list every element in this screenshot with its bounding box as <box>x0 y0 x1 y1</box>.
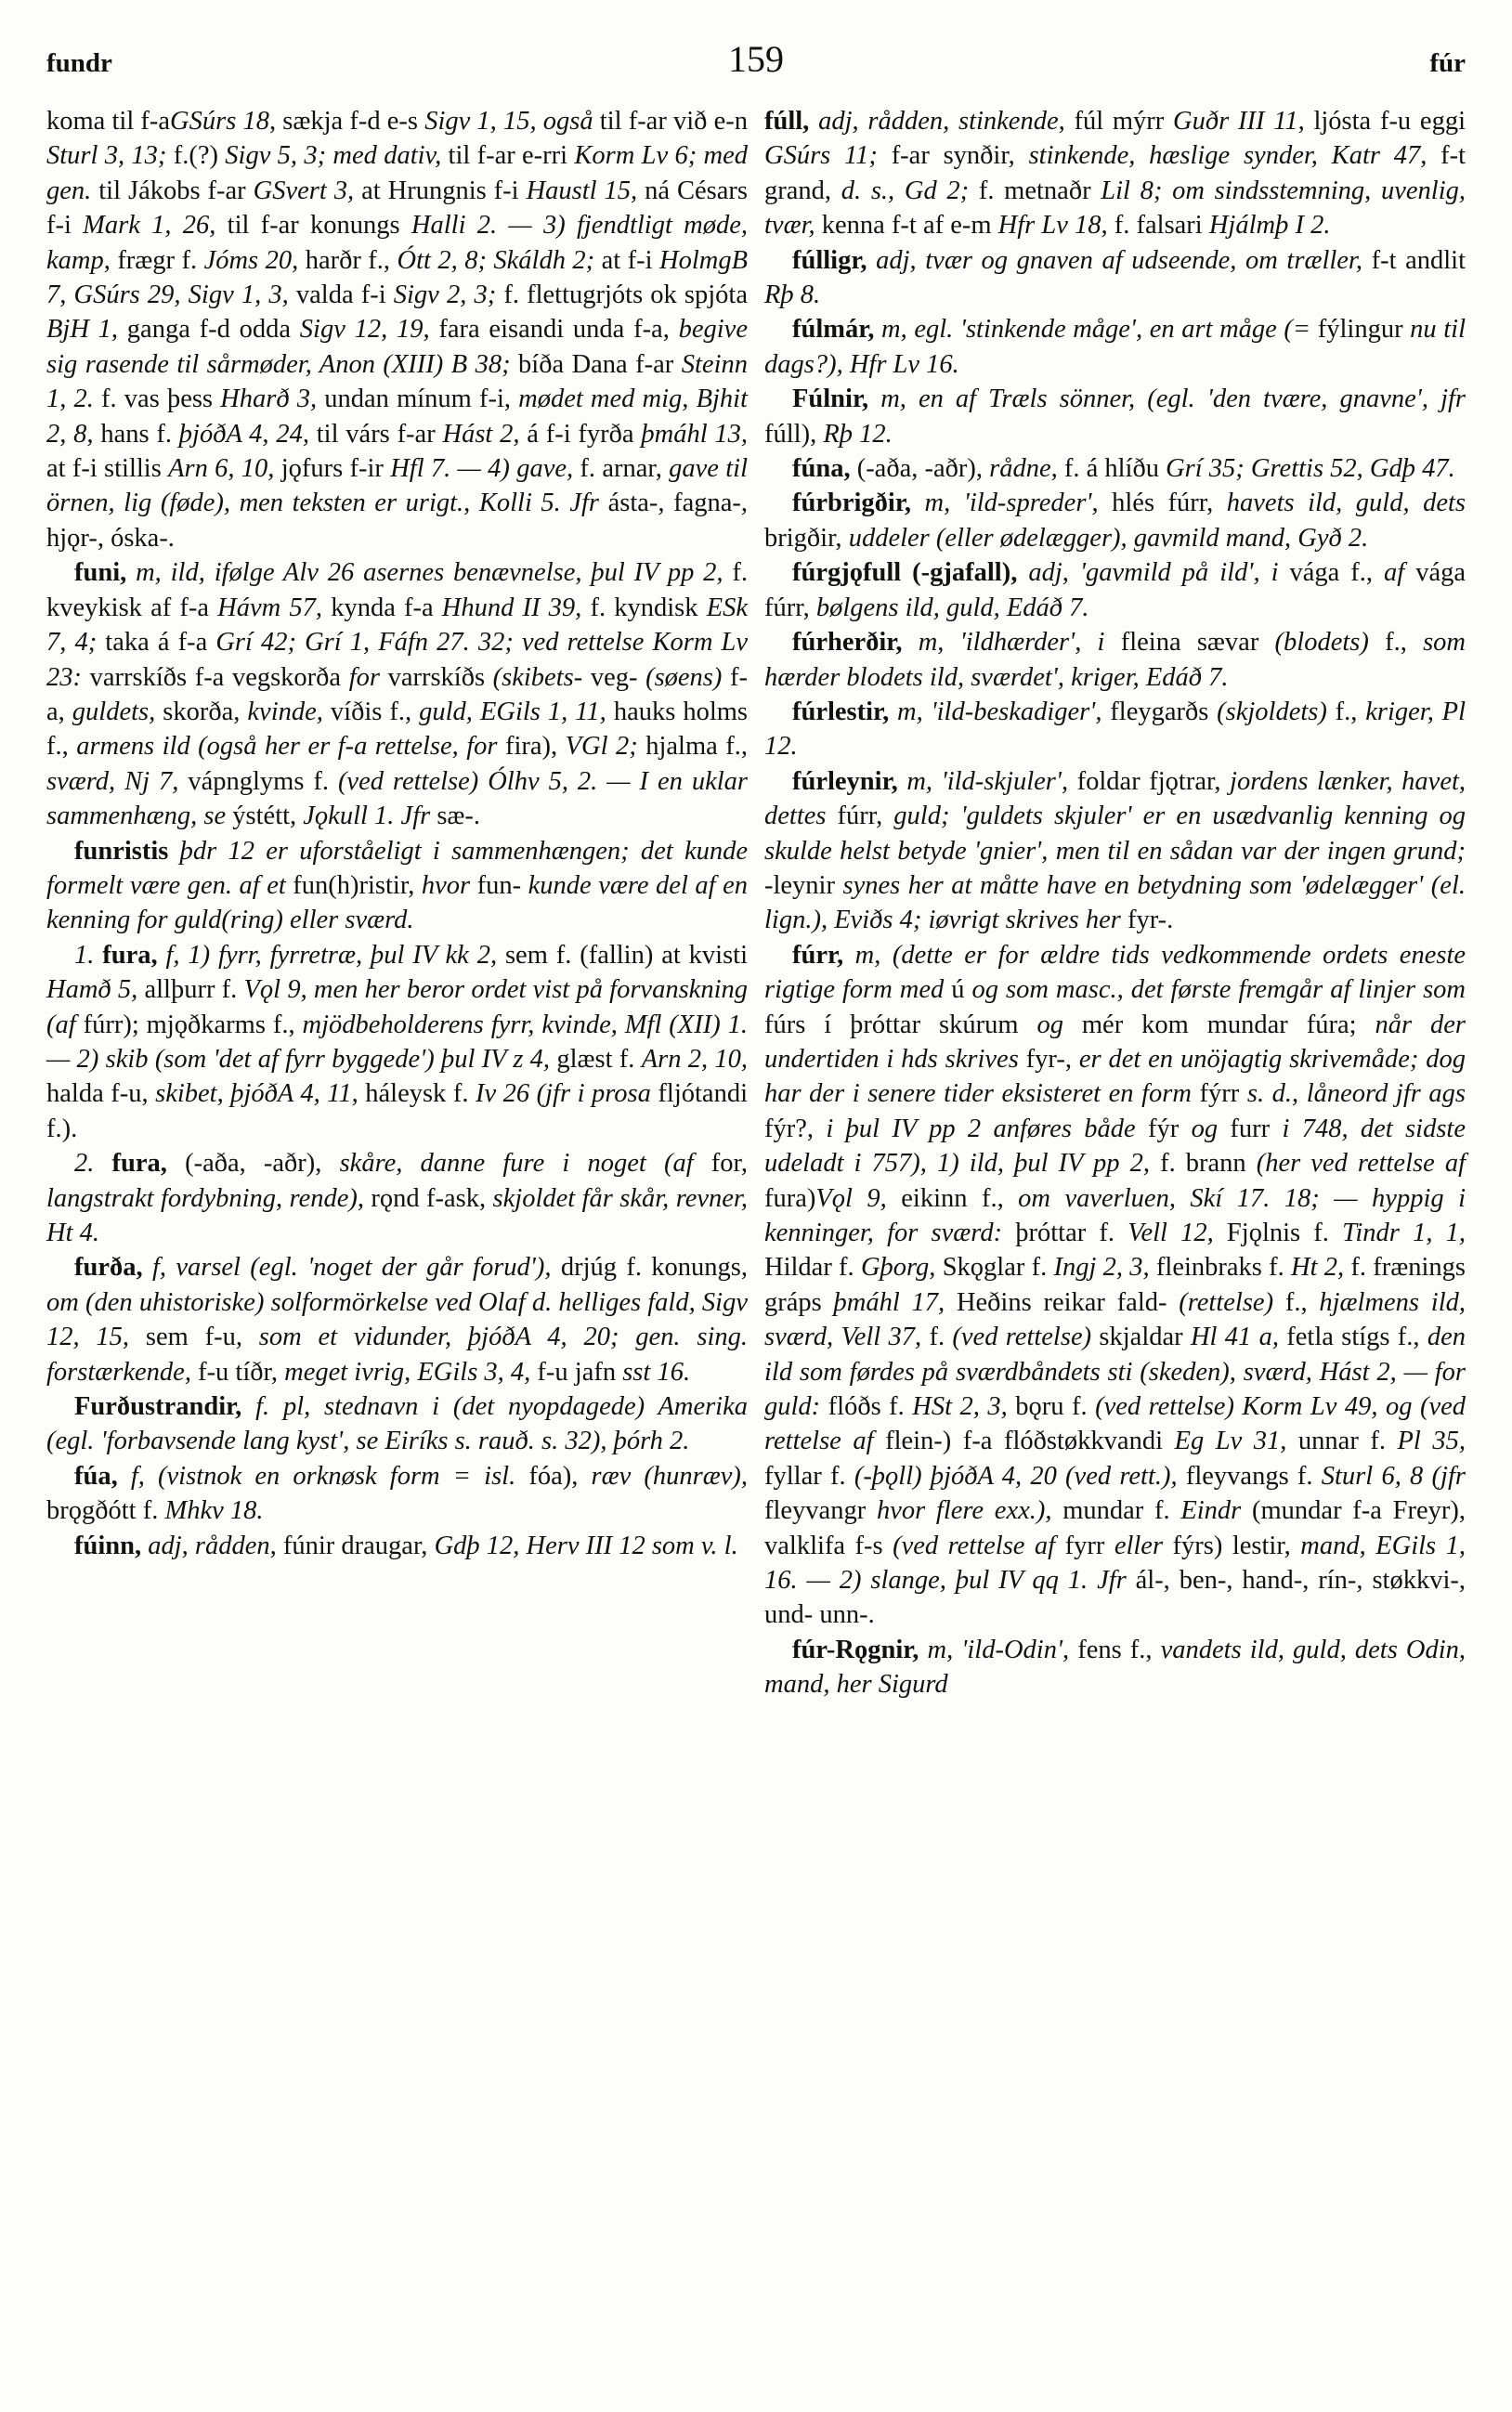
left-running-headword: fundr <box>46 48 112 78</box>
dictionary-entry: 1. fura, f, 1) fyrr, fyrretræ, þul IV kk 2, sem f. (fallin) at kvisti Hamð 5, allþurr f. Vǫl 9, men her beror ordet vist på forvanskning (af fúrr); mjǫðkarms f., mjödbeholderens fyrr, kvinde, Mfl (XII) 1. — 2) skib (som 'det af fyrr byggede') þul IV z 4, glæst f. Arn 2, 10, halda f-u, skibet, þjóðA 4, 11, háleysk f. Iv 26 (jfr i prosa fljótandi f.). <box>46 940 749 1143</box>
dictionary-entry: fúna, (-aða, -aðr), rådne, f. á hlíðu Grí 35; Grettis 52, Gdþ 47. <box>792 454 1455 484</box>
dictionary-entry: fúrherðir, m, 'ildhærder', i fleina sævar (blodets) f., som hærder blodets ild, sværdet', kriger, Edáð 7. <box>764 628 1466 692</box>
page-number: 159 <box>728 38 784 80</box>
page-header <box>46 37 1466 84</box>
dictionary-entry: funi, m, ild, ifølge Alv 26 asernes benævnelse, þul IV pp 2, f. kveykisk af f-a Hávm 57, kynda f-a Hhund II 39, f. kyndisk ESk 7, 4; taka á f-a Grí 42; Grí 1, Fáfn 27. 32; ved rettelse Korm Lv 23: varrskíðs f-a vegskorða for varrskíðs (skibets- veg- (søens) f-a, guldets, skorða, kvinde, víðis f., guld, EGils 1, 11, hauks holms f., armens ild (også her er f-a rettelse, for fira), VGl 2; hjalma f., sværd, Nj 7, vápnglyms f. (ved rettelse) Ólhv 5, 2. — I en uklar sammenhæng, se ýstétt, Jǫkull 1. Jfr sæ-. <box>46 558 749 831</box>
right-column <box>764 104 1466 1702</box>
dictionary-entry: funristis þdr 12 er uforståeligt i sammenhængen; det kunde formelt være gen. af et fun(h)ristir, hvor fun- kunde være del af en kenning for guld(ring) eller sværd. <box>46 836 748 935</box>
dictionary-entry: koma til f-aGSúrs 18, sækja f-d e-s Sigv 1, 15, også til f-ar við e-n Sturl 3, 13; f.(?) Sigv 5, 3; med dativ, til f-ar e-rri Korm Lv 6; med gen. til Jákobs f-ar GSvert 3, at Hrungnis f-i Haustl 15, ná Césars f-i Mark 1, 26, til f-ar konungs Halli 2. — 3) fjendtligt møde, kamp, frægr f. Jóms 20, harðr f., Ótt 2, 8; Skáldh 2; at f-i HolmgB 7, GSúrs 29, Sigv 1, 3, valda f-i Sigv 2, 3; f. flettugrjóts ok spjóta BjH 1, ganga f-d odda Sigv 12, 19, fara eisandi unda f-a, begive sig rasende til sårmøder, Anon (XIII) B 38; bíða Dana f-ar Steinn 1, 2. f. vas þess Hharð 3, undan mínum f-i, mødet med mig, Bjhit 2, 8, hans f. þjóðA 4, 24, til várs f-ar Hást 2, á f-i fyrða þmáhl 13, at f-i stillis Arn 6, 10, jǫfurs f-ir Hfl 7. — 4) gave, f. arnar, gave til örnen, lig (føde), men teksten er urigt., Kolli 5. Jfr ásta-, fagna-, hjǫr-, óska-. <box>46 107 749 553</box>
dictionary-entry: fúrleynir, m, 'ild-skjuler', foldar fjǫtrar, jordens lænker, havet, dettes fúrr, guld; 'guldets skjuler' er en usædvanlig kenning og skulde helst betyde 'gnier', men til en sådan var der ingen grund; -leynir synes her at måtte have en betydning som 'ødelægger' (el. lign.), Eviðs 4; iøvrigt skrives her fyr-. <box>764 766 1466 935</box>
dictionary-entry: fúlligr, adj, tvær og gnaven af udseende, om træller, f-t andlit Rþ 8. <box>764 245 1466 310</box>
dictionary-entry: fúr-Rǫgnir, m, 'ild-Odin', fens f., vandets ild, guld, dets Odin, mand, her Sigurd <box>764 1635 1466 1700</box>
dictionary-entry: fúinn, adj, rådden, fúnir draugar, Gdþ 12, Herv III 12 som v. l. <box>74 1531 738 1560</box>
dictionary-entry: Furðustrandir, f. pl, stednavn i (det nyopdagede) Amerika (egl. 'forbavsende lang kyst', se Eiríks s. rauð. s. 32), þórh 2. <box>46 1392 748 1456</box>
dictionary-entry: fúlmár, m, egl. 'stinkende måge', en art måge (= fýlingur nu til dags?), Hfr Lv 16. <box>764 315 1466 379</box>
right-running-headword: fúr <box>1429 48 1466 78</box>
dictionary-entry: fúrgjǫfull (-gjafall), adj, 'gavmild på ild', i vága f., af vága fúrr, bølgens ild, guld, Edáð 7. <box>764 558 1466 622</box>
dictionary-entry: fúrr, m, (dette er for ældre tids vedkommende ordets eneste rigtige form med ú og som masc., det første fremgår af linjer som fúrs í þróttar skúrum og mér kom mundar fúra; når der undertiden i hds skrives fyr-, er det en unöjagtig skrivemåde; dog har der i senere tider eksisteret en form fýrr s. d., låneord jfr ags fýr?, i þul IV pp 2 anføres både fýr og furr i 748, det sidste udeladt i 757), 1) ild, þul IV pp 2, f. brann (her ved rettelse af fura)Vǫl 9, eikinn f., om vaverluen, Skí 17. 18; — hyppig i kenninger, for sværd: þróttar f. Vell 12, Fjǫlnis f. Tindr 1, 1, Hildar f. Gþorg, Skǫglar f. Ingj 2, 3, fleinbraks f. Ht 2, f. frænings gráps þmáhl 17, Heðins reikar fald- (rettelse) f., hjælmens ild, sværd, Vell 37, f. (ved rettelse) skjaldar Hl 41 a, fetla stígs f., den ild som førdes på sværdbåndets sti (skeden), sværd, Hást 2, — for guld: flóðs f. HSt 2, 3, bǫru f. (ved rettelse) Korm Lv 49, og (ved rettelse af flein-) f-a flóðstøkkvandi Eg Lv 31, unnar f. Pl 35, fyllar f. (-þǫll) þjóðA 4, 20 (ved rett.), fleyvangs f. Sturl 6, 8 (jfr fleyvangr hvor flere exx.), mundar f. Eindr (mundar f-a Freyr), valklifa f-s (ved rettelse af fyrr eller fýrs) lestir, mand, EGils 1, 16. — 2) slange, þul IV qq 1. Jfr ál-, ben-, hand-, rín-, støkkvi-, und- unn-. <box>764 940 1466 1630</box>
left-column <box>46 104 748 1563</box>
dictionary-entry: Fúlnir, m, en af Træls sönner, (egl. 'den tvære, gnavne', jfr fúll), Rþ 12. <box>764 385 1466 449</box>
dictionary-entry: 2. fura, (-aða, -aðr), skåre, danne fure i noget (af for, langstrakt fordybning, rende), rǫnd f-ask, skjoldet får skår, revner, Ht 4. <box>46 1149 748 1247</box>
dictionary-entry: fúa, f, (vistnok en orknøsk form = isl. fóa), ræv (hunræv), brǫgðótt f. Mhkv 18. <box>46 1461 748 1526</box>
dictionary-entry: furða, f, varsel (egl. 'noget der går forud'), drjúg f. konungs, om (den uhistoriske) solformörkelse ved Olaf d. helliges fald, Sigv 12, 15, sem f-u, som et vidunder, þjóðA 4, 20; gen. sing. forstærkende, f-u tíðr, meget ivrig, EGils 3, 4, f-u jafn sst 16. <box>46 1253 749 1387</box>
dictionary-entry: fúrbrigðir, m, 'ild-spreder', hlés fúrr, havets ild, guld, dets brigðir, uddeler (eller ødelægger), gavmild mand, Gyð 2. <box>764 489 1466 553</box>
dictionary-entry: fúll, adj, rådden, stinkende, fúl mýrr Guðr III 11, ljósta f-u eggi GSúrs 11; f-ar synðir, stinkende, hæslige synder, Katr 47, f-t grand, d. s., Gd 2; f. metnaðr Lil 8; om sindsstemning, uvenlig, tvær, kenna f-t af e-m Hfr Lv 18, f. falsari Hjálmþ I 2. <box>764 107 1466 241</box>
dictionary-entry: fúrlestir, m, 'ild-beskadiger', fleygarðs (skjoldets) f., kriger, Pl 12. <box>764 697 1466 762</box>
